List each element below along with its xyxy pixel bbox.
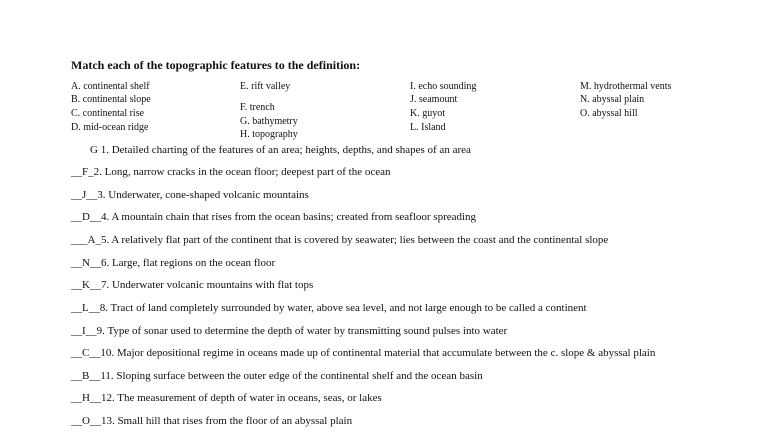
option-d: D. mid-ocean ridge	[71, 122, 149, 133]
item-11: __B__11. Sloping surface between the outer edge of the continental shelf and the ocean basin	[71, 370, 483, 382]
option-b: B. continental slope	[71, 94, 151, 105]
item-4: __D__4. A mountain chain that rises from the ocean basins; created from seafloor spreading	[71, 211, 477, 223]
item-12: __H__12. The measurement of depth of water in oceans, seas, or lakes	[71, 392, 382, 404]
item-2: __F_2. Long, narrow cracks in the ocean floor; deepest part of the ocean	[71, 166, 391, 178]
option-j: J. seamount	[410, 94, 458, 105]
option-c: C. continental rise	[71, 108, 145, 119]
item-10: __C__10. Major depositional regime in oceans made up of continental material that accumulate between the c. slope & abyssal plain	[71, 347, 656, 359]
option-l: L. Island	[410, 122, 446, 133]
item-8: __L__8. Tract of land completely surrounded by water, above sea level, and not large enough to be called a continent	[71, 302, 587, 314]
option-e: E. rift valley	[240, 81, 291, 92]
option-h: H. topography	[240, 129, 298, 140]
option-o: O. abyssal hill	[580, 108, 638, 119]
item-3: __J__3. Underwater, cone-shaped volcanic mountains	[71, 189, 309, 201]
item-6: __N__6. Large, flat regions on the ocean floor	[71, 257, 276, 269]
option-f: F. trench	[240, 102, 275, 113]
item-5: ___A_5. A relatively flat part of the continent that is covered by seawater; lies between the coast and the continental slope	[71, 234, 609, 246]
option-i: I. echo sounding	[410, 81, 477, 92]
item-1: G 1. Detailed charting of the features of an area; heights, depths, and shapes of an area	[90, 144, 471, 156]
item-13: __O__13. Small hill that rises from the floor of an abyssal plain	[71, 415, 353, 427]
option-k: K. guyot	[410, 108, 445, 119]
option-a: A. continental shelf	[71, 81, 150, 92]
option-n: N. abyssal plain	[580, 94, 645, 105]
option-m: M. hydrothermal vents	[580, 81, 672, 92]
item-7: __K__7. Underwater volcanic mountains with flat tops	[71, 279, 314, 291]
item-9: __I__9. Type of sonar used to determine the depth of water by transmitting sound pulses into water	[71, 325, 508, 337]
worksheet-title: Match each of the topographic features to the definition:	[71, 58, 361, 72]
option-g: G. bathymetry	[240, 116, 298, 127]
